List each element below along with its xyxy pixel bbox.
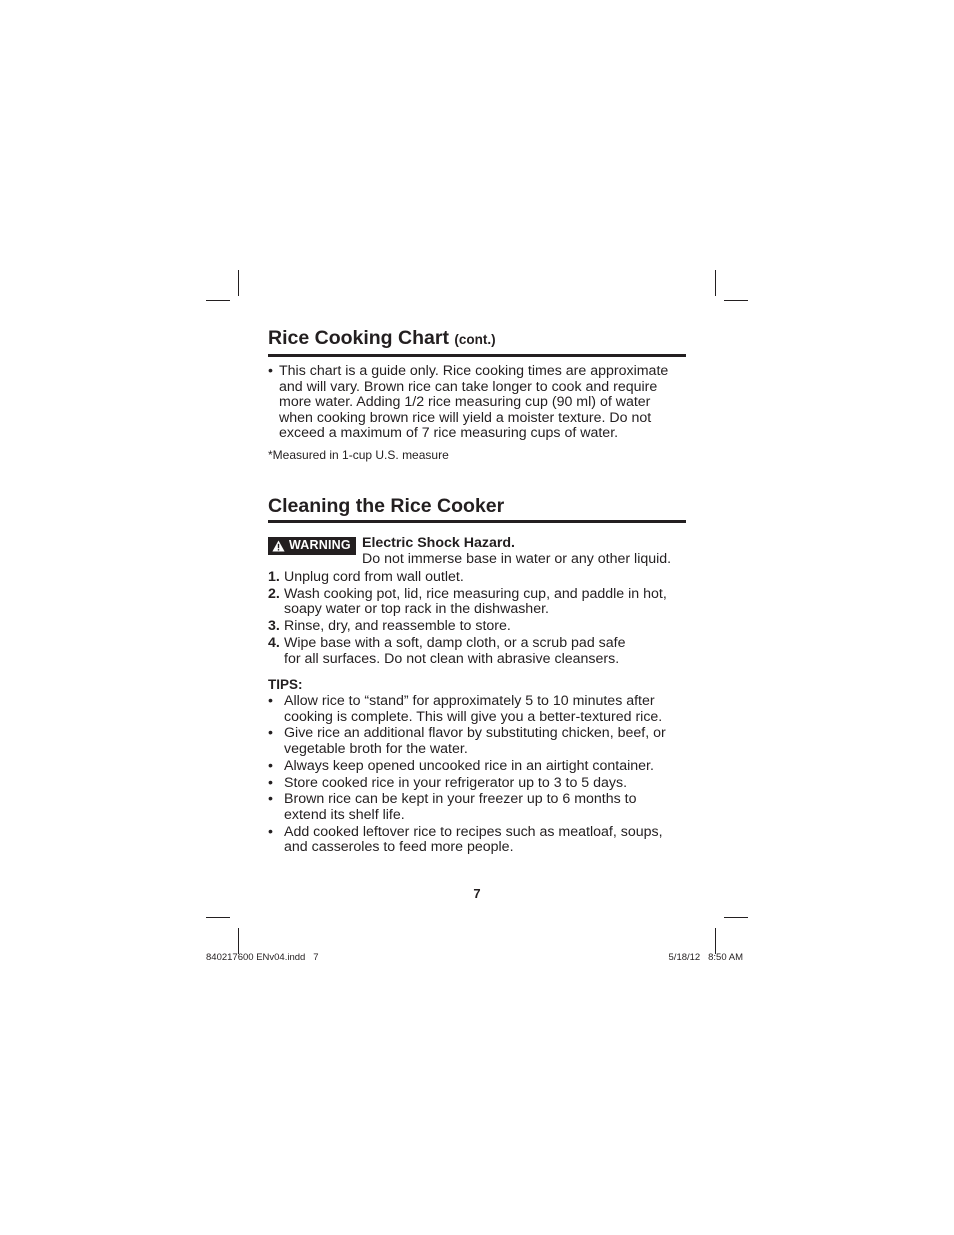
crop-mark xyxy=(238,928,239,954)
list-item: • Add cooked leftover rice to recipes such as meatloaf, soups, and casseroles to feed more people. xyxy=(268,823,663,856)
section-title-rice-cooking-chart: Rice Cooking Chart (cont.) xyxy=(268,326,686,357)
warning-heading: Electric Shock Hazard. xyxy=(362,534,515,551)
crop-mark xyxy=(724,300,748,301)
bullet-icon: • xyxy=(268,757,273,774)
cleaning-steps xyxy=(268,570,686,667)
list-item: • Always keep opened uncooked rice in an airtight container. xyxy=(268,757,654,774)
tips-list xyxy=(268,694,686,856)
bullet-icon: • xyxy=(268,774,273,791)
crop-mark xyxy=(206,300,230,301)
list-item: • Store cooked rice in your refrigerator up to 3 to 5 days. xyxy=(268,774,628,791)
list-item: • Allow rice to “stand” for approximately 5 to 10 minutes after cooking is complete. This will give you a better-textured rice. xyxy=(268,693,663,725)
list-item: 1. Unplug cord from wall outlet. xyxy=(268,568,464,585)
bullet-icon: • xyxy=(268,791,273,808)
crop-mark xyxy=(715,928,716,954)
page-content xyxy=(268,326,686,856)
page-number: 7 xyxy=(473,886,481,901)
warning-block xyxy=(268,536,686,568)
tips-label: TIPS: xyxy=(268,677,303,693)
list-item: • Brown rice can be kept in your freezer up to 6 months to extend its shelf life. xyxy=(268,791,637,823)
bullet-icon: • xyxy=(268,693,273,710)
footnote: *Measured in 1-cup U.S. measure xyxy=(268,447,449,462)
slug-date-time: 5/18/12 8:50 AM xyxy=(668,952,743,963)
bullet-icon: • xyxy=(268,823,273,840)
list-item: • Give rice an additional flavor by substituting chicken, beef, or vegetable broth for the water. xyxy=(268,725,666,758)
section-title-cleaning: Cleaning the Rice Cooker xyxy=(268,494,686,523)
crop-mark xyxy=(724,917,748,918)
warning-badge: WARNING xyxy=(268,537,356,555)
slug-file-info: 840217600 ENv04.indd 7 xyxy=(206,952,319,963)
bullet-icon: • xyxy=(268,363,273,379)
crop-mark xyxy=(238,270,239,296)
warning-triangle-icon xyxy=(272,540,285,552)
warning-text: Do not immerse base in water or any other liquid. xyxy=(362,550,672,567)
crop-mark xyxy=(715,270,716,296)
bullet-icon: • xyxy=(268,725,273,742)
list-item: 3. Rinse, dry, and reassemble to store. xyxy=(268,618,511,635)
list-item: 2. Wash cooking pot, lid, rice measuring cup, and paddle in hot, soapy water or top rack in the dishwasher. xyxy=(268,585,667,618)
crop-mark xyxy=(206,917,230,918)
chart-note: • This chart is a guide only. Rice cooking times are approximate and will vary. Brown rice can take longer to cook and require more water. Adding 1/2 rice measuring cup (90 ml) of water when cooking brown rice will yield a moister texture. Do not exceed a maximum of 7 rice measuring cups of water. xyxy=(268,363,669,442)
title-suffix: (cont.) xyxy=(454,332,496,347)
list-item: 4. Wipe base with a soft, damp cloth, or a scrub pad safe for all surfaces. Do not clean with abrasive cleansers. xyxy=(268,634,626,667)
